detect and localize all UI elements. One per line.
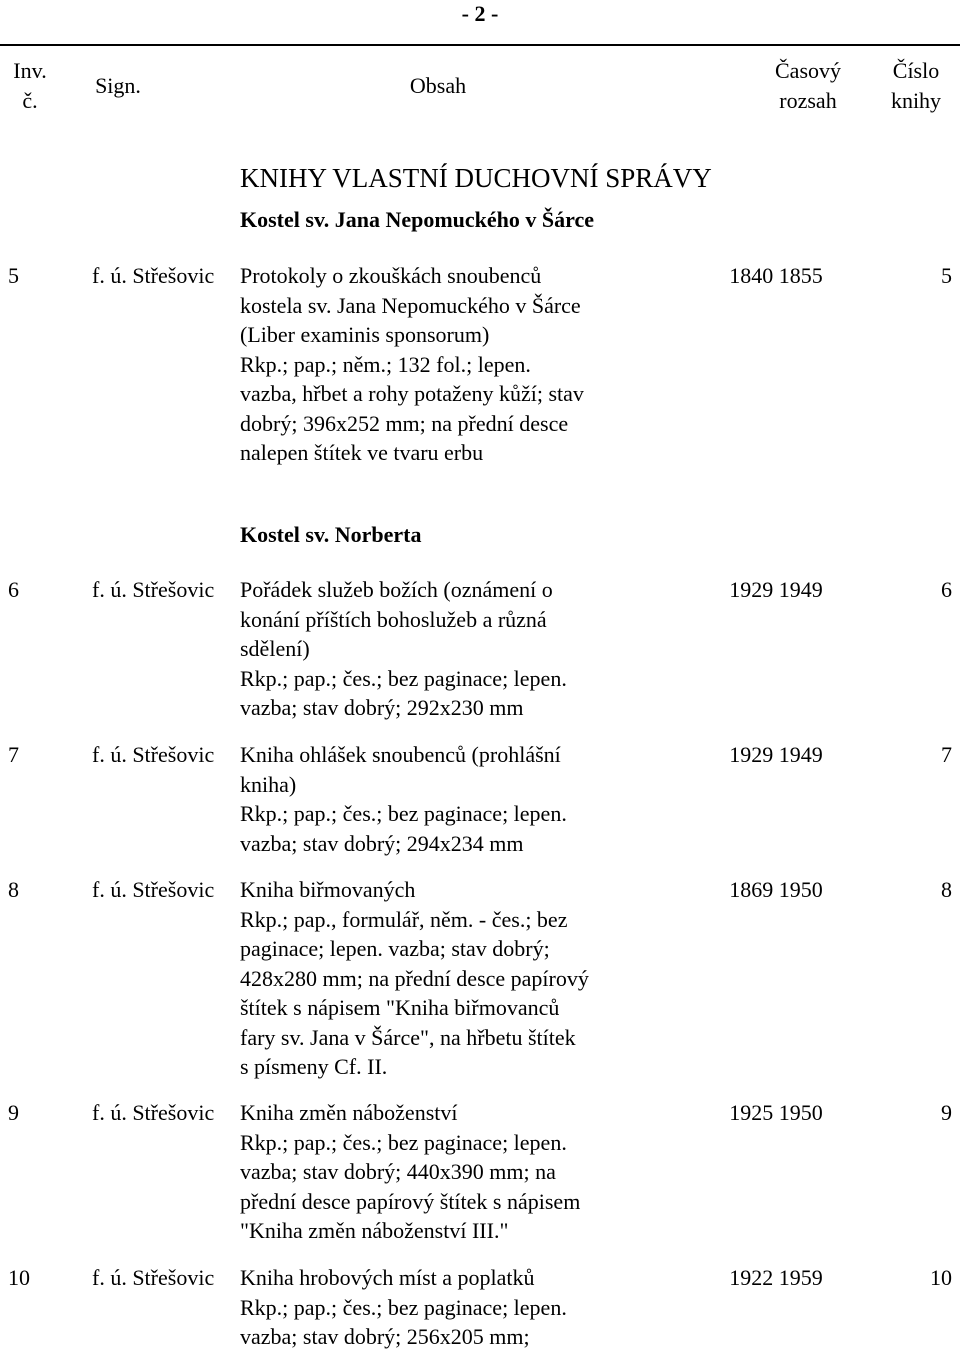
content-description (240, 575, 567, 723)
description-line: štítek s nápisem "Kniha biřmovanců (240, 995, 560, 1020)
header-obsah: Obsah (409, 73, 467, 98)
content-description (240, 740, 567, 858)
book-number: 9 (941, 1100, 952, 1125)
time-range: 1925 1950 (729, 1100, 823, 1125)
description-line: Kniha změn náboženství (240, 1100, 458, 1125)
description-line: fary sv. Jana v Šárce", na hřbetu štítek (240, 1024, 576, 1050)
description-line: (Liber examinis sponsorum) (240, 322, 490, 347)
time-range: 1869 1950 (729, 877, 823, 902)
description-line: vazba; stav dobrý; 256x205 mm; (240, 1324, 530, 1349)
inv-number: 10 (8, 1265, 30, 1290)
description-line: Rkp.; pap.; čes.; bez paginace; lepen. (240, 801, 567, 826)
description-line: kniha) (240, 771, 297, 797)
description-line: 428x280 mm; na přední desce papírový (240, 965, 589, 991)
signature: f. ú. Střešovic (92, 263, 215, 288)
content-description (240, 261, 584, 468)
time-range: 1929 1949 (729, 742, 823, 767)
time-range: 1840 1855 (729, 263, 823, 288)
header-inv-line1: Inv. (13, 58, 47, 83)
description-line: paginace; lepen. vazba; stav dobrý; (240, 936, 550, 961)
header-inv (8, 56, 52, 116)
section-title: Kostel sv. Norberta (240, 522, 422, 547)
signature: f. ú. Střešovic (92, 742, 215, 767)
description-line: Rkp.; pap.; čes.; bez paginace; lepen. (240, 665, 567, 691)
inv-number: 5 (8, 263, 19, 288)
description-line: konání příštích bohoslužeb a různá (240, 606, 547, 632)
header-time-range-line1: Časový (775, 58, 841, 83)
description-line: vazba; stav dobrý; 292x230 mm (240, 695, 524, 720)
time-range: 1922 1959 (729, 1265, 823, 1290)
book-number: 8 (941, 877, 952, 902)
header-book-number-line2: knihy (890, 88, 942, 113)
book-number: 7 (941, 742, 952, 767)
description-line: sdělení) (240, 636, 310, 661)
inv-number: 6 (8, 577, 19, 602)
content-description (240, 1098, 580, 1246)
content-description (240, 1263, 567, 1352)
book-number: 6 (941, 577, 952, 602)
book-number: 5 (941, 263, 952, 288)
description-line: Rkp.; pap.; něm.; 132 fol.; lepen. (240, 351, 531, 377)
header-time-range-line2: rozsah (779, 88, 837, 113)
section-title: Kostel sv. Jana Nepomuckého v Šárce (240, 207, 595, 232)
description-line: Kniha ohlášek snoubenců (prohlášní (240, 742, 561, 767)
time-range: 1929 1949 (729, 577, 823, 602)
header-inv-line2: č. (22, 88, 38, 113)
description-line: Rkp.; pap.; čes.; bez paginace; lepen. (240, 1129, 567, 1155)
description-line: "Kniha změn náboženství III." (240, 1218, 509, 1243)
header-time-range (762, 56, 854, 116)
description-line: vazba; stav dobrý; 440x390 mm; na (240, 1159, 556, 1184)
description-line: Kniha biřmovaných (240, 877, 416, 902)
signature: f. ú. Střešovic (92, 1265, 215, 1290)
description-line: Rkp.; pap., formulář, něm. - čes.; bez (240, 906, 568, 932)
content-description (240, 875, 589, 1082)
description-line: Pořádek služeb božích (oznámení o (240, 577, 553, 602)
inv-number: 7 (8, 742, 19, 767)
description-line: Protokoly o zkouškách snoubenců (240, 263, 542, 288)
main-title: KNIHY VLASTNÍ DUCHOVNÍ SPRÁVY (240, 163, 712, 193)
header-book-number-line1: Číslo (892, 58, 940, 83)
signature: f. ú. Střešovic (92, 877, 215, 902)
description-line: kostela sv. Jana Nepomuckého v Šárce (240, 292, 581, 318)
description-line: vazba, hřbet a rohy potaženy kůží; stav (240, 381, 584, 406)
signature: f. ú. Střešovic (92, 1100, 215, 1125)
book-number: 10 (930, 1265, 952, 1290)
description-line: nalepen štítek ve tvaru erbu (240, 440, 484, 465)
page-number: - 2 - (461, 1, 499, 26)
header-rule (0, 44, 960, 46)
description-line: dobrý; 396x252 mm; na přední desce (240, 410, 569, 436)
signature: f. ú. Střešovic (92, 577, 215, 602)
header-book-number (880, 56, 952, 116)
inv-number: 9 (8, 1100, 19, 1125)
description-line: Rkp.; pap.; čes.; bez paginace; lepen. (240, 1294, 567, 1320)
description-line: Kniha hrobových míst a poplatků (240, 1265, 535, 1290)
header-sign: Sign. (95, 73, 141, 98)
inv-number: 8 (8, 877, 19, 902)
description-line: vazba; stav dobrý; 294x234 mm (240, 830, 524, 856)
description-line: přední desce papírový štítek s nápisem (240, 1188, 581, 1214)
description-line: s písmeny Cf. II. (240, 1054, 388, 1079)
